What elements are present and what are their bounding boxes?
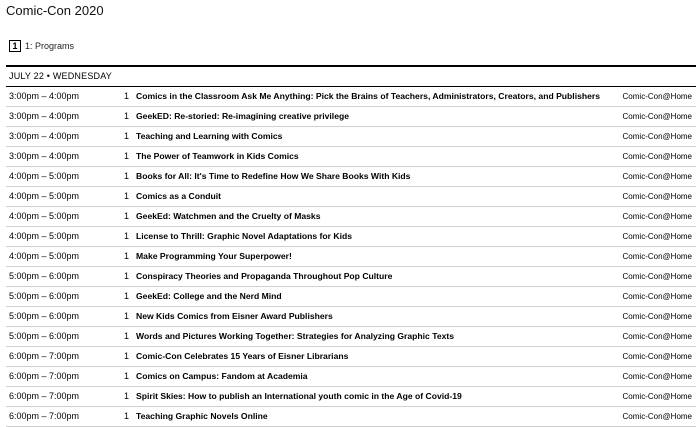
session-track: 1 [124,331,130,341]
session-row[interactable] [6,387,696,407]
session-time: 3:00pm – 4:00pm [9,91,80,101]
session-track: 1 [124,111,130,121]
session-venue: Comic-Con@Home [622,192,692,201]
session-time: 3:00pm – 4:00pm [9,111,80,121]
session-title-link[interactable]: Teaching and Learning with Comics [136,131,283,141]
session-title-link[interactable]: The Power of Teamwork in Kids Comics [136,151,299,161]
day-header-label: JULY 22 • WEDNESDAY [9,71,112,81]
session-row[interactable] [6,407,696,427]
session-time: 5:00pm – 6:00pm [9,311,80,321]
session-venue: Comic-Con@Home [622,112,692,121]
session-track: 1 [124,311,130,321]
session-venue: Comic-Con@Home [622,252,692,261]
session-row[interactable] [6,347,696,367]
session-time: 3:00pm – 4:00pm [9,151,80,161]
session-time: 5:00pm – 6:00pm [9,271,80,281]
session-track: 1 [124,411,130,421]
session-track: 1 [124,91,130,101]
session-title-link[interactable]: Make Programming Your Superpower! [136,251,292,261]
session-time: 3:00pm – 4:00pm [9,131,80,141]
session-title-link[interactable]: GeekED: Re-storied: Re-imagining creative privilege [136,111,349,121]
session-track: 1 [124,171,130,181]
session-row[interactable] [6,287,696,307]
session-venue: Comic-Con@Home [622,372,692,381]
session-title-link[interactable]: GeekEd: College and the Nerd Mind [136,291,282,301]
session-row[interactable] [6,187,696,207]
session-venue: Comic-Con@Home [622,352,692,361]
session-row[interactable] [6,227,696,247]
session-title-link[interactable]: License to Thrill: Graphic Novel Adaptations for Kids [136,231,352,241]
page-title: Comic-Con 2020 [6,3,104,18]
session-venue: Comic-Con@Home [622,272,692,281]
session-time: 4:00pm – 5:00pm [9,171,80,181]
session-time: 4:00pm – 5:00pm [9,211,80,221]
session-venue: Comic-Con@Home [622,172,692,181]
session-track: 1 [124,291,130,301]
session-row[interactable] [6,267,696,287]
session-track: 1 [124,191,130,201]
session-time: 4:00pm – 5:00pm [9,231,80,241]
session-venue: Comic-Con@Home [622,92,692,101]
session-time: 6:00pm – 7:00pm [9,411,80,421]
session-time: 4:00pm – 5:00pm [9,191,80,201]
session-row[interactable] [6,107,696,127]
session-track: 1 [124,351,130,361]
session-time: 6:00pm – 7:00pm [9,391,80,401]
session-row[interactable] [6,367,696,387]
session-row[interactable] [6,167,696,187]
session-venue: Comic-Con@Home [622,132,692,141]
session-track: 1 [124,151,130,161]
session-title-link[interactable]: Comics in the Classroom Ask Me Anything: Pick the Brains of Teachers, Administrators, Creators, and Publishers [136,91,601,101]
session-venue: Comic-Con@Home [622,292,692,301]
session-venue: Comic-Con@Home [622,312,692,321]
session-title-link[interactable]: Spirit Skies: How to publish an International youth comic in the Age of Covid-19 [136,391,462,401]
session-list [6,87,696,427]
session-track: 1 [124,211,130,221]
track-label[interactable]: 1: Programs [25,41,75,51]
session-time: 4:00pm – 5:00pm [9,251,80,261]
session-track: 1 [124,391,130,401]
session-title-link[interactable]: New Kids Comics from Eisner Award Publishers [136,311,333,321]
session-row[interactable] [6,207,696,227]
session-row[interactable] [6,307,696,327]
session-title-link[interactable]: Comic-Con Celebrates 15 Years of Eisner Librarians [136,351,349,361]
session-row[interactable] [6,247,696,267]
session-title-link[interactable]: Teaching Graphic Novels Online [136,411,268,421]
session-row[interactable] [6,147,696,167]
session-title-link[interactable]: Conspiracy Theories and Propaganda Throughout Pop Culture [136,271,393,281]
session-title-link[interactable]: Words and Pictures Working Together: Strategies for Analyzing Graphic Texts [136,331,455,341]
session-track: 1 [124,271,130,281]
session-venue: Comic-Con@Home [622,152,692,161]
session-venue: Comic-Con@Home [622,232,692,241]
session-title-link[interactable]: GeekEd: Watchmen and the Cruelty of Masks [136,211,321,221]
session-venue: Comic-Con@Home [622,212,692,221]
session-row[interactable] [6,127,696,147]
session-title-link[interactable]: Comics as a Conduit [136,191,221,201]
day-header [6,65,696,87]
session-row[interactable] [6,87,696,107]
session-time: 5:00pm – 6:00pm [9,291,80,301]
session-title-link[interactable]: Comics on Campus: Fandom at Academia [136,371,308,381]
track-number-badge[interactable]: 1 [9,40,21,52]
session-venue: Comic-Con@Home [622,412,692,421]
session-row[interactable] [6,327,696,347]
session-time: 6:00pm – 7:00pm [9,371,80,381]
session-time: 6:00pm – 7:00pm [9,351,80,361]
session-track: 1 [124,131,130,141]
session-venue: Comic-Con@Home [622,392,692,401]
session-track: 1 [124,251,130,261]
session-title-link[interactable]: Books for All: It's Time to Redefine How We Share Books With Kids [136,171,411,181]
session-venue: Comic-Con@Home [622,332,692,341]
session-time: 5:00pm – 6:00pm [9,331,80,341]
session-track: 1 [124,371,130,381]
session-track: 1 [124,231,130,241]
